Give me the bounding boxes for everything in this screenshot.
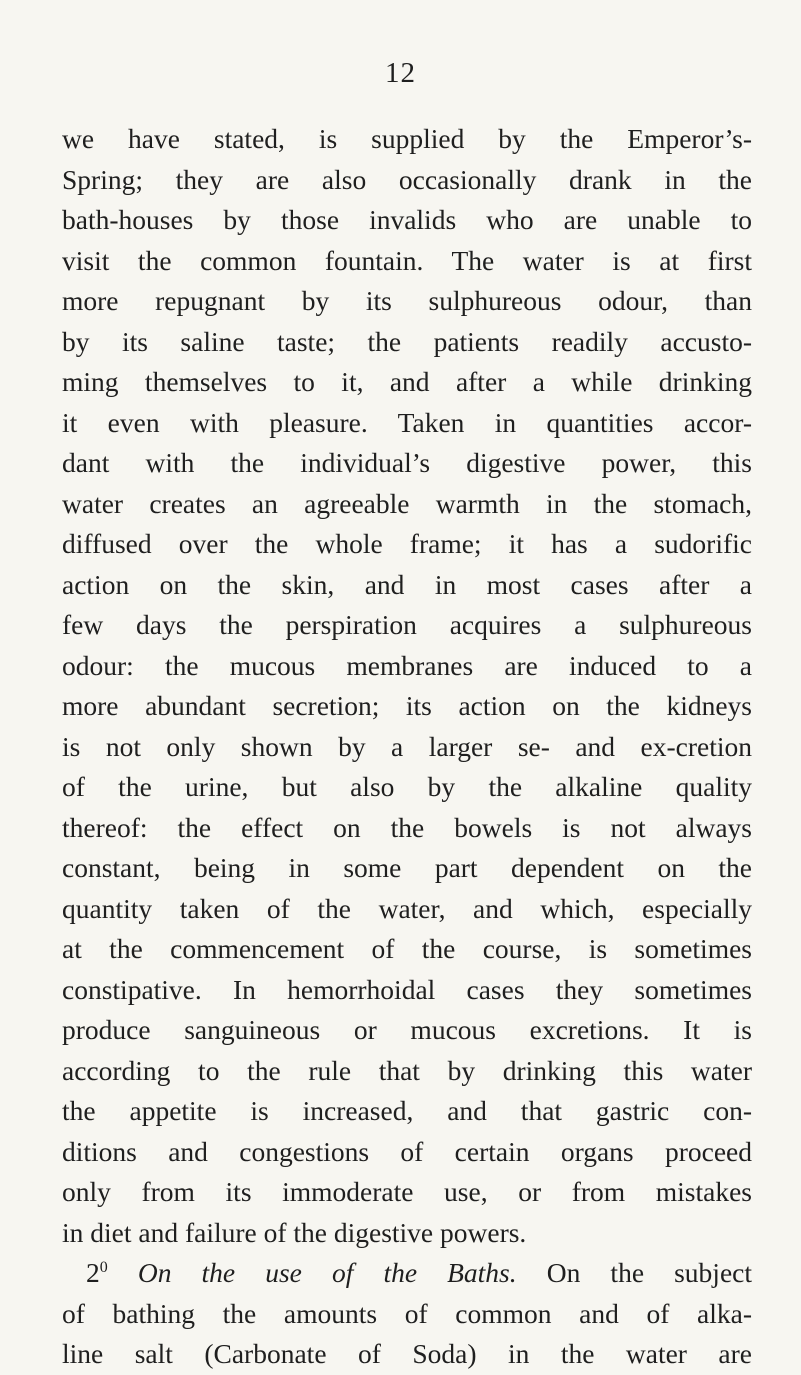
section-number-superscript: 0 [99, 1259, 108, 1276]
section-heading-line [62, 1253, 752, 1294]
text-line: ming themselves to it, and after a while drinking [62, 366, 752, 397]
text-line: visit the common fountain. The water is at first [62, 244, 752, 276]
text-line: more repugnant by its sulphureous odour, than [62, 285, 752, 316]
text-line: action on the skin, and in most cases after a [62, 568, 752, 600]
text-line: is not only shown by a larger se- and ex-cretion [62, 730, 752, 762]
text-line: diffused over the whole frame; it has a sudorific [62, 528, 752, 559]
text-line: ditions and congestions of certain organs proceed [62, 1135, 752, 1167]
text-line: it even with pleasure. Taken in quantities accor- [62, 406, 752, 438]
text-line: thereof: the effect on the bowels is not always [62, 811, 752, 843]
text-line: more abundant secretion; its action on the kidneys [62, 690, 752, 721]
text-line: according to the rule that by drinking this water [62, 1054, 752, 1086]
page-number: 12 [385, 57, 416, 89]
text-line: the appetite is increased, and that gastric con- [62, 1095, 752, 1126]
text-line: odour: the mucous membranes are induced to a [62, 649, 752, 681]
text-line: Spring; they are also occasionally drank in the [62, 163, 752, 195]
paragraph-last-line: in diet and failure of the digestive powers. [62, 1216, 527, 1248]
text-line: water creates an agreeable warmth in the stomach, [62, 487, 752, 519]
text-line: only from its immoderate use, or from mistakes [62, 1176, 752, 1207]
text-line: few days the perspiration acquires a sulphureous [62, 609, 752, 640]
body-text [62, 119, 752, 1375]
text-line: line salt (Carbonate of Soda) in the water are [62, 1338, 752, 1369]
section-number: 2 [86, 1257, 100, 1288]
text-line: of bathing the amounts of common and of alka- [62, 1297, 752, 1329]
section-heading: On the use of the Baths. [137, 1257, 517, 1288]
text-line: by its saline taste; the patients readily accusto- [62, 325, 752, 357]
section-first-line-text: On the subject [546, 1257, 753, 1288]
text-line: at the commencement of the course, is sometimes [62, 933, 752, 964]
text-line: dant with the individual’s digestive power, this [62, 447, 752, 478]
text-line: constant, being in some part dependent on the [62, 852, 752, 883]
text-line: constipative. In hemorrhoidal cases they sometimes [62, 973, 752, 1005]
text-line: bath-houses by those invalids who are unable to [62, 204, 752, 235]
text-line: of the urine, but also by the alkaline quality [62, 771, 752, 802]
text-line: produce sanguineous or mucous excretions. It is [62, 1014, 752, 1045]
text-line: quantity taken of the water, and which, especially [62, 892, 752, 924]
text-line: we have stated, is supplied by the Emperor’s- [62, 123, 752, 154]
